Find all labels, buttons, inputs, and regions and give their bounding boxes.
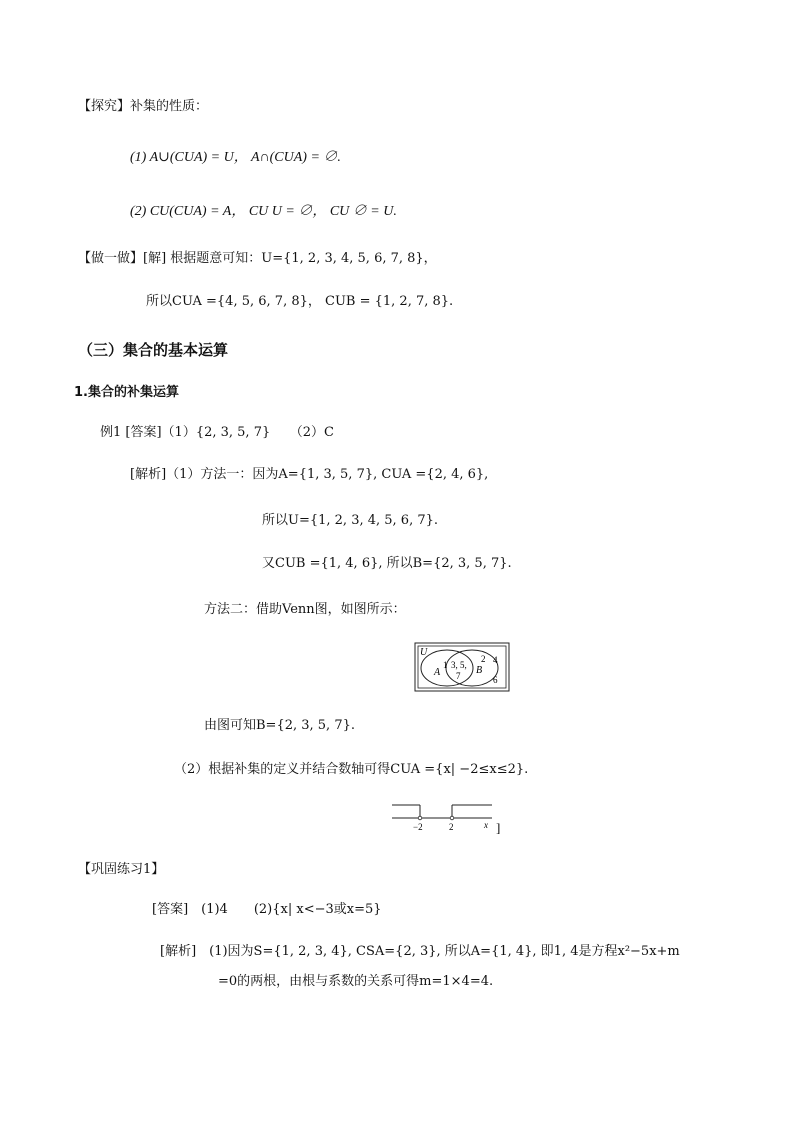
practice-analysis: [解析] (1)因为S={1, 2, 3, 4}, CSA={2, 3}, 所以A={1, 4}, 即1, 4是方程x²−5x+m [160, 944, 680, 959]
numberline-axis-label: x [484, 820, 488, 830]
venn-label-b: B [476, 665, 483, 676]
venn-both: 3, 5, [451, 660, 467, 670]
venn-label-a: A [434, 667, 441, 678]
venn-only-a: 1 [443, 660, 448, 670]
part-2-analysis: （2）根据补集的定义并结合数轴可得CUA ={x| −2≤x≤2}. [174, 762, 529, 777]
property-1: (1) A∪(CUA) = U， A∩(CUA) = ∅. [130, 150, 341, 165]
numberline-tick-left: −2 [413, 822, 423, 832]
practice-heading: 【巩固练习1】 [78, 862, 165, 877]
venn-conclusion: 由图可知B={2, 3, 5, 7}. [204, 718, 355, 733]
analysis-set-b: 又CUB ={1, 4, 6}, 所以B={2, 3, 5, 7}. [262, 556, 512, 571]
analysis-method-1: [解析]（1）方法一：因为A={1, 3, 5, 7}, CUA ={2, 4, 6}, [130, 467, 489, 482]
venn-only-b: 2 [481, 654, 486, 664]
analysis-universe: 所以U={1, 2, 3, 4, 5, 6, 7}. [262, 513, 439, 528]
section-heading: （三）集合的基本运算 [78, 341, 229, 359]
subsection-heading: 1.集合的补集运算 [74, 385, 179, 400]
practice-answer: [答案] (1)4 (2){x| x<−3或x=5} [152, 902, 382, 917]
venn-diagram [414, 642, 510, 692]
example-1-answer: 例1 [答案]（1）{2, 3, 5, 7} （2）C [100, 425, 334, 440]
venn-both-2: 7 [456, 671, 461, 681]
venn-outside-2: 6 [493, 675, 498, 685]
numberline-point-left [418, 816, 422, 820]
venn-outside-1: 4 [493, 655, 498, 665]
numberline-tick-right: 2 [449, 822, 454, 832]
explore-heading: 【探究】补集的性质： [78, 99, 209, 114]
venn-label-u: U [420, 647, 428, 658]
numberline-bracket: ] [496, 820, 501, 835]
try-it-conclusion: 所以CUA ={4, 5, 6, 7, 8}， CUB = {1, 2, 7, 8}. [146, 294, 454, 309]
practice-analysis-cont: =0的两根，由根与系数的关系可得m=1×4=4. [218, 974, 494, 989]
method-2: 方法二：借助Venn图，如图所示： [204, 602, 406, 617]
number-line [392, 802, 508, 836]
property-2: (2) CU(CUA) = A， CU U = ∅， CU ∅ = U. [130, 204, 397, 219]
try-it-solution: 【做一做】[解] 根据题意可知：U={1, 2, 3, 4, 5, 6, 7, 8}， [78, 251, 437, 266]
numberline-point-right [450, 816, 454, 820]
